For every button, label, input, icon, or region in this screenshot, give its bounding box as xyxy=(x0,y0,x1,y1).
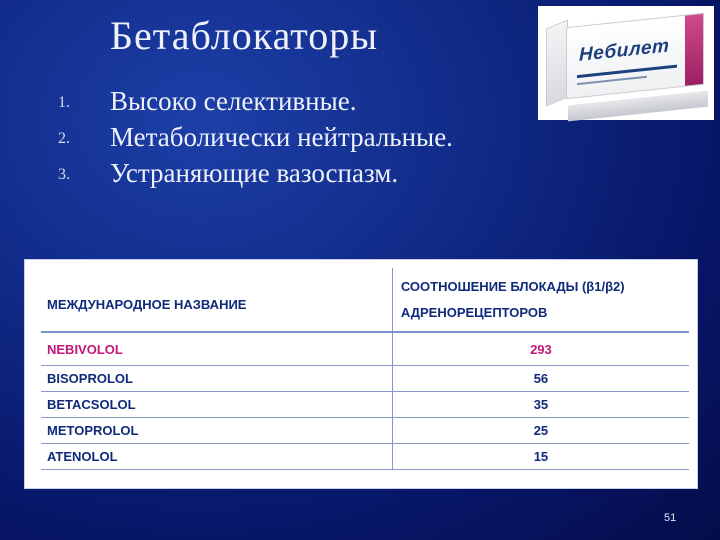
ratio-value-cell: 25 xyxy=(392,418,689,444)
header-value-line: АДРЕНОРЕЦЕПТОРОВ xyxy=(400,304,548,320)
comparison-table-card xyxy=(24,259,698,489)
header-value-cell xyxy=(392,268,689,332)
drug-name-cell: ATENOLOL xyxy=(41,444,392,470)
comparison-table xyxy=(41,268,689,470)
table-row xyxy=(41,392,689,418)
box-side-panel xyxy=(546,20,568,107)
list-item-number: 1. xyxy=(58,94,70,111)
box-color-stripe xyxy=(685,14,703,86)
box-front-panel xyxy=(566,13,704,100)
list-item-text: Высоко селективные. xyxy=(110,86,357,116)
drug-name-cell: METOPROLOL xyxy=(41,418,392,444)
ratio-value-cell: 35 xyxy=(392,392,689,418)
header-value-line: СООТНОШЕНИЕ БЛОКАДЫ (β1/β2) xyxy=(400,278,625,294)
table-row xyxy=(41,444,689,470)
box-label-line xyxy=(577,65,677,79)
product-box-image xyxy=(538,6,714,120)
table-row xyxy=(41,366,689,392)
list-item-text: Метаболически нейтральные. xyxy=(110,122,453,152)
drug-name-cell: NEBIVOLOL xyxy=(41,332,392,366)
drug-name-cell: BETACSOLOL xyxy=(41,392,392,418)
table-header-row xyxy=(41,268,689,332)
list-item-text: Устраняющие вазоспазм. xyxy=(110,158,399,188)
slide-title: Бетаблокаторы xyxy=(110,13,379,58)
table-row xyxy=(41,332,689,366)
list-item-number: 3. xyxy=(58,166,70,183)
ratio-value-cell: 56 xyxy=(392,366,689,392)
page-number: 51 xyxy=(664,512,677,524)
header-name-cell: МЕЖДУНАРОДНОЕ НАЗВАНИЕ xyxy=(41,268,392,332)
box-label-line xyxy=(577,76,647,85)
product-brand-logo: Небилет xyxy=(579,35,670,66)
ratio-value-cell: 15 xyxy=(392,444,689,470)
table-row xyxy=(41,418,689,444)
drug-name-cell: BISOPROLOL xyxy=(41,366,392,392)
list-item-number: 2. xyxy=(58,130,70,147)
ratio-value-cell: 293 xyxy=(392,332,689,366)
